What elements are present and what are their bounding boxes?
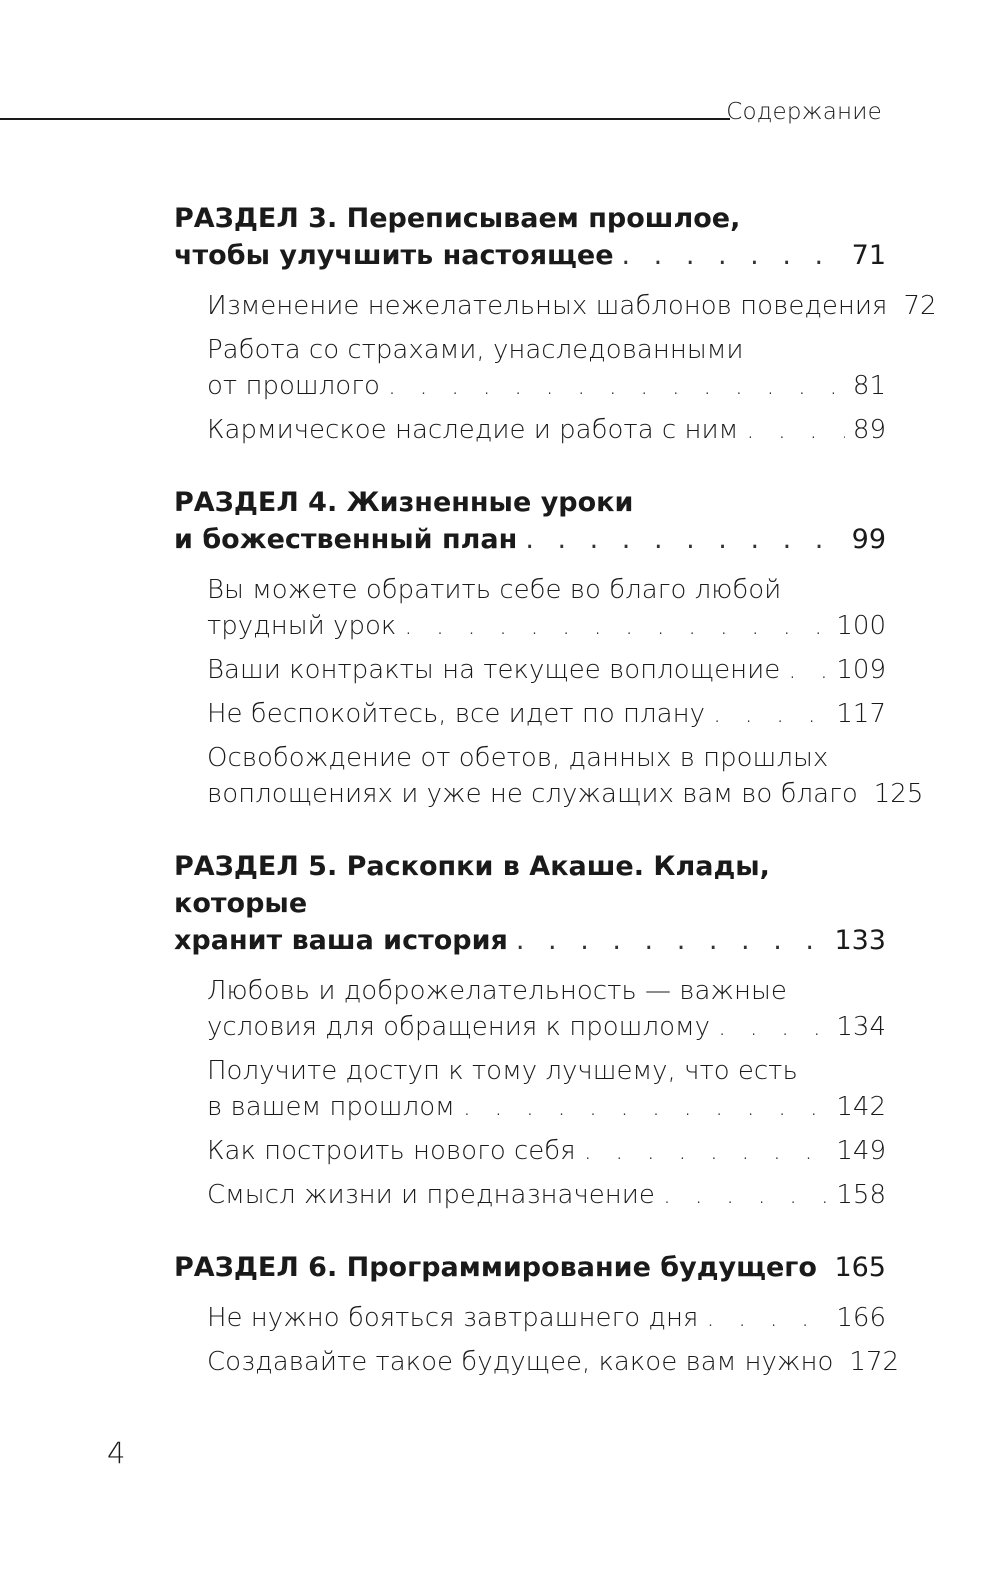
subsection-entry[interactable] xyxy=(207,1344,900,1380)
subsection-title: условия для обращения к прошлому xyxy=(207,1012,710,1042)
leader-dots xyxy=(663,1177,828,1213)
subsection-entry[interactable] xyxy=(207,1177,886,1213)
leader-dots xyxy=(404,608,828,644)
subsection-title-line: Получите доступ к тому лучшему, что есть xyxy=(207,1056,798,1086)
page-ref: 149 xyxy=(836,1136,886,1166)
subsection-list xyxy=(207,288,937,448)
subsection-title: трудный урок xyxy=(207,611,397,641)
subsection-entry[interactable] xyxy=(207,288,937,324)
page-ref: 109 xyxy=(836,655,886,685)
subsection-entry[interactable] xyxy=(207,1053,886,1125)
section-4 xyxy=(174,484,924,812)
page-ref: 100 xyxy=(836,611,886,641)
subsection-entry[interactable] xyxy=(207,652,886,688)
page-ref: 125 xyxy=(873,779,924,809)
section-title-line: чтобы улучшить настоящее xyxy=(174,240,614,271)
section-title-line: хранит ваша история xyxy=(174,925,508,956)
page-ref: 81 xyxy=(852,371,886,401)
page-ref: 72 xyxy=(903,291,937,321)
subsection-title: Ваши контракты на текущее воплощение xyxy=(207,655,781,685)
subsection-title-line: Любовь и доброжелательность — важные xyxy=(207,976,787,1006)
section-5 xyxy=(174,848,886,1213)
page-ref: 165 xyxy=(834,1252,886,1283)
subsection-title: от прошлого xyxy=(207,371,380,401)
section-title-line: и божественный план xyxy=(174,524,518,555)
page-ref: 134 xyxy=(836,1012,886,1042)
leader-dots xyxy=(706,1300,828,1336)
running-head: Содержание xyxy=(726,99,882,125)
table-of-contents xyxy=(174,200,937,1416)
subsection-title: Кармическое наследие и работа с ним xyxy=(207,415,739,445)
leader-dots xyxy=(584,1133,829,1169)
page-ref: 158 xyxy=(836,1180,886,1210)
leader-dots xyxy=(718,1009,828,1045)
subsection-entry[interactable] xyxy=(207,1300,886,1336)
leader-dots xyxy=(388,368,845,404)
page-ref: 99 xyxy=(851,524,886,555)
page-ref: 166 xyxy=(836,1303,886,1333)
subsection-title: Не беспокойтесь, все идет по плану xyxy=(207,699,705,729)
subsection-title: Смысл жизни и предназначение xyxy=(207,1180,655,1210)
section-title-line: РАЗДЕЛ 6. Программирование будущего xyxy=(174,1252,817,1283)
leader-dots xyxy=(788,652,828,688)
section-6 xyxy=(174,1249,900,1380)
page-ref: 117 xyxy=(836,699,886,729)
subsection-title: Не нужно бояться завтрашнего дня xyxy=(207,1303,699,1333)
section-entry[interactable] xyxy=(174,521,886,558)
leader-dots xyxy=(463,1089,829,1125)
section-entry[interactable] xyxy=(174,237,886,274)
page-ref: 142 xyxy=(836,1092,886,1122)
subsection-title-line: Вы можете обратить себе во благо любой xyxy=(207,575,782,605)
section-entry[interactable] xyxy=(174,922,886,959)
subsection-title-line: Работа со страхами, унаследованными xyxy=(207,335,744,365)
header-rule xyxy=(0,118,730,120)
subsection-entry[interactable] xyxy=(207,412,886,448)
subsection-title: в вашем прошлом xyxy=(207,1092,455,1122)
subsection-list xyxy=(207,1300,900,1380)
leader-dots xyxy=(746,412,845,448)
section-3 xyxy=(174,200,937,448)
page-number: 4 xyxy=(107,1436,126,1470)
leader-dots xyxy=(713,696,828,732)
subsection-title: воплощениях и уже не служащих вам во благо xyxy=(207,779,858,809)
subsection-entry[interactable] xyxy=(207,572,886,644)
leader-dots xyxy=(622,237,844,274)
page-ref: 133 xyxy=(834,925,886,956)
subsection-entry[interactable] xyxy=(207,332,886,404)
section-title-line: РАЗДЕЛ 3. Переписываем прошлое, xyxy=(174,203,741,234)
leader-dots xyxy=(825,1249,827,1286)
section-title-line: РАЗДЕЛ 5. Раскопки в Акаше. Клады, которые xyxy=(174,851,770,919)
section-title-line: РАЗДЕЛ 4. Жизненные уроки xyxy=(174,487,634,518)
subsection-title: Как построить нового себя xyxy=(207,1136,576,1166)
subsection-title: Изменение нежелательных шаблонов поведения xyxy=(207,291,888,321)
section-entry[interactable] xyxy=(174,1249,886,1286)
subsection-list xyxy=(207,973,886,1213)
leader-dots xyxy=(525,521,843,558)
subsection-entry[interactable] xyxy=(207,696,886,732)
page-ref: 172 xyxy=(849,1347,900,1377)
subsection-entry[interactable] xyxy=(207,740,924,812)
page-ref: 71 xyxy=(851,240,886,271)
subsection-title-line: Освобождение от обетов, данных в прошлых xyxy=(207,743,829,773)
leader-dots xyxy=(516,922,827,959)
subsection-entry[interactable] xyxy=(207,973,886,1045)
subsection-list xyxy=(207,572,924,812)
page-ref: 89 xyxy=(852,415,886,445)
subsection-entry[interactable] xyxy=(207,1133,886,1169)
subsection-title: Создавайте такое будущее, какое вам нужно xyxy=(207,1347,834,1377)
